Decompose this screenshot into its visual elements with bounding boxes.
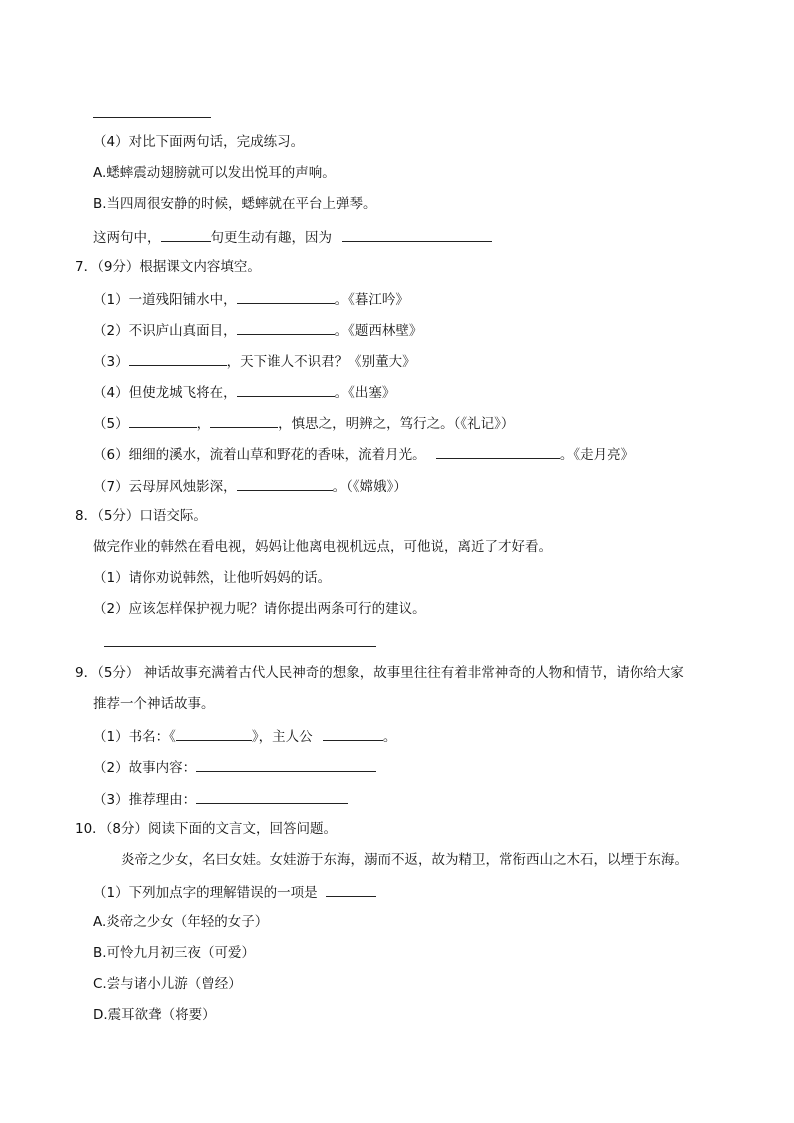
recommend-reason-blank[interactable] [196,789,348,804]
item-text: ，天下谁人不识君？《别董大》 [226,354,416,370]
item-text: （7）云母屏风烛影深， [93,479,237,495]
book-info-line [93,726,396,746]
answer-blank[interactable] [237,289,335,304]
fill-text-mid: 句更生动有趣，因为 [210,230,332,246]
answer-line[interactable] [104,646,376,647]
question-10-part-1 [93,882,376,902]
item-text: 。（《嫦娥》） [332,479,407,495]
item-text: （5） [93,416,129,432]
answer-blank[interactable] [436,444,560,459]
sentence-a: A.蟋蟀震动翅膀就可以发出悦耳的声响。 [93,165,336,181]
item-text: （3） [93,354,129,370]
protagonist-blank[interactable] [323,726,383,741]
question-8-part-1: （1）请你劝说韩然，让他听妈妈的话。 [93,570,332,586]
poem-item-6 [93,444,634,464]
option-b: B.可怜九月初三夜（可爱） [93,945,256,961]
answer-blank[interactable] [342,227,492,242]
answer-blank[interactable] [161,227,211,242]
question-8-context: 做完作业的韩然在看电视，妈妈让他离电视机远点，可他说，离近了才好看。 [93,539,552,555]
poem-item-2 [93,320,422,340]
answer-blank[interactable] [326,882,376,897]
poem-item-4 [93,382,395,402]
option-a: A.炎帝之少女（年轻的女子） [93,914,269,930]
question-10-heading: 10．（8分）阅读下面的文言文，回答问题。 [75,821,338,837]
compare-fill-line [93,227,492,247]
item-text: （2）故事内容： [93,760,197,776]
item-text: 》，主人公 [251,729,313,745]
question-7-heading: 7．（9分）根据课文内容填空。 [75,259,261,275]
answer-blank[interactable] [237,320,335,335]
story-content-line [93,757,376,777]
item-text: 。《走月亮》 [559,447,635,463]
sentence-b: B.当四周很安静的时候，蟋蟀就在平台上弹琴。 [93,196,377,212]
poem-item-5 [93,413,514,433]
answer-blank[interactable] [237,476,333,491]
question-6-part-4: （4）对比下面两句话，完成练习。 [93,134,305,150]
classical-text: 炎帝之少女，名曰女娃。女娃游于东海，溺而不返，故为精卫，常衔西山之木石，以堙于东海。 [121,852,688,868]
item-text: 。《题西林壁》 [334,323,423,339]
book-title-blank[interactable] [176,726,252,741]
item-text: 。 [382,729,397,745]
poem-item-7 [93,476,407,496]
item-text: 。《出塞》 [334,385,396,401]
answer-blank[interactable] [129,413,197,428]
item-text: （1）书名：《 [93,729,176,745]
item-text: （2）不识庐山真面目， [93,323,237,339]
item-text: （1）一道残阳铺水中， [93,292,237,308]
question-8-part-2: （2）应该怎样保护视力呢？请你提出两条可行的建议。 [93,601,426,617]
item-text: 。《暮江吟》 [334,292,409,308]
question-9-heading: 9．（5分） 神话故事充满着古代人民神奇的想象，故事里往往有着非常神奇的人物和情节，请你给大家 [75,665,684,681]
option-c: C.尝与诸小儿游（曾经） [93,976,242,992]
item-text: （1）下列加点字的理解错误的一项是 [93,885,318,901]
answer-line[interactable] [93,117,211,118]
item-text: （3）推荐理由： [93,792,197,808]
item-text: （4）但使龙城飞将在， [93,385,237,401]
option-d: D.震耳欲聋（将要） [93,1007,216,1023]
recommend-reason-line [93,789,348,809]
item-text: ， [196,416,211,432]
fill-text-pre: 这两句中， [93,230,161,246]
answer-blank[interactable] [210,413,278,428]
answer-blank[interactable] [129,351,227,366]
item-text: ，慎思之，明辨之，笃行之。（《礼记》） [278,416,515,432]
item-text: （6）细细的溪水，流着山草和野花的香味，流着月光。 [93,447,426,463]
question-8-heading: 8．（5分）口语交际。 [75,508,207,524]
story-content-blank[interactable] [196,757,376,772]
poem-item-3 [93,351,416,371]
question-9-heading-cont: 推荐一个神话故事。 [93,696,215,712]
answer-blank[interactable] [237,382,335,397]
poem-item-1 [93,289,409,309]
